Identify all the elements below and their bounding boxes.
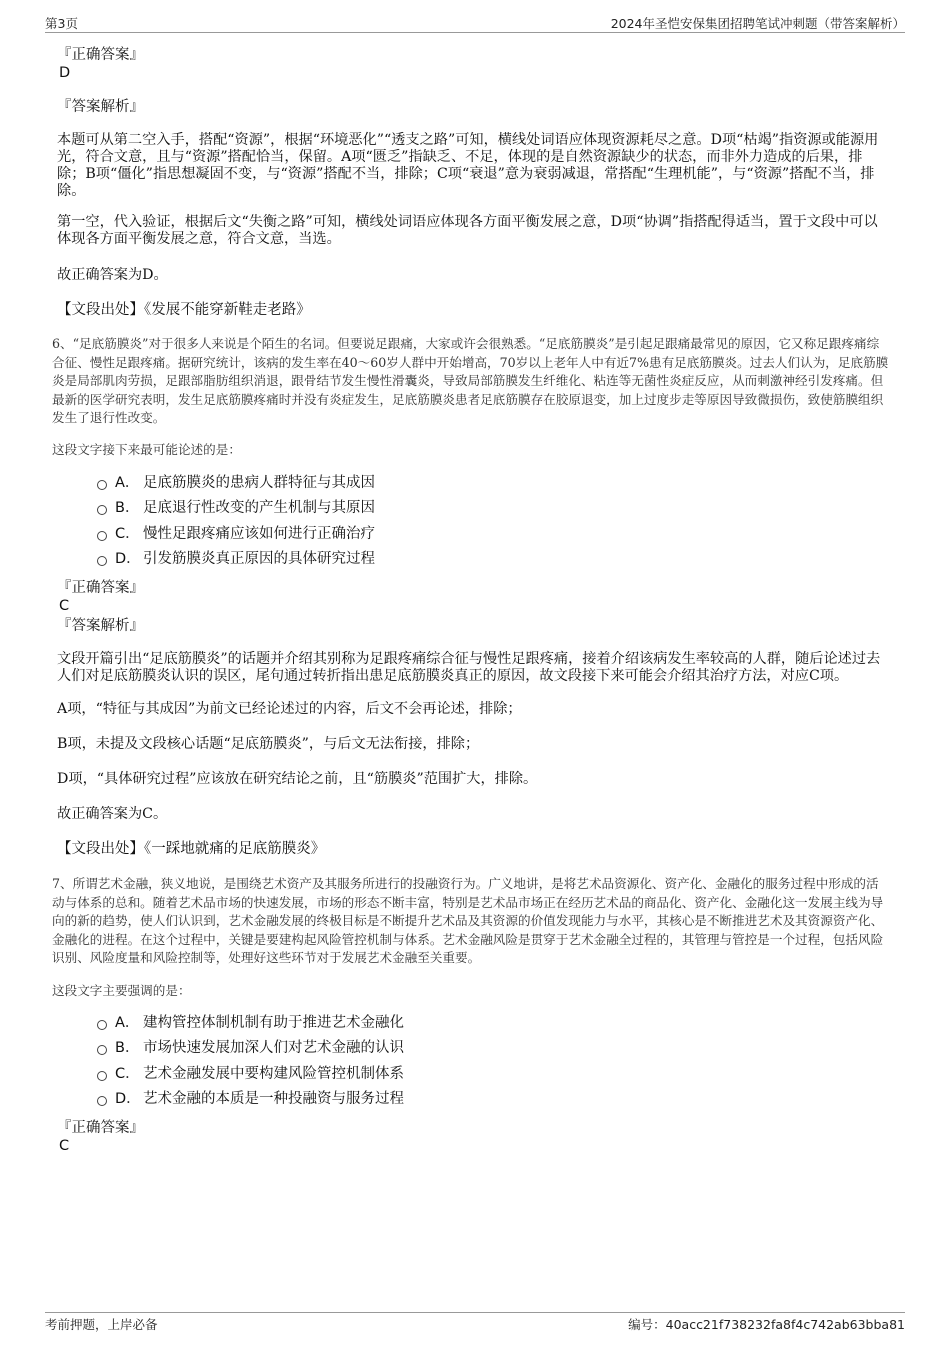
page-header: [45, 14, 905, 33]
page-number: 第3页: [45, 16, 78, 31]
analysis-paragraph: 第一空，代入验证，根据后文“失衡之路”可知，横线处词语应体现各方面平衡发展之意，D项“协调”指搭配得适当，置于文段中可以体现各方面平衡发展之意，符合文意，当选。: [57, 214, 878, 247]
question-6-prompt: 这段文字接下来最可能论述的是：: [52, 441, 241, 457]
correct-answer: D: [59, 65, 71, 81]
analysis-label: 『答案解析』: [57, 617, 144, 634]
analysis-option-a: A项，“特征与其成因”为前文已经论述过的内容，后文不会再论述，排除；: [57, 700, 522, 717]
source-citation: 【文段出处】《一踩地就痛的足底筋膜炎》: [57, 840, 326, 857]
option-a[interactable]: A． 足底筋膜炎的患病人群特征与其成因: [57, 471, 890, 497]
question-6-text: 6、“足底筋膜炎”对于很多人来说是个陌生的名词。但要说足跟痛，大家或许会很熟悉。“足底筋膜炎”是引起足跟痛最常见的原因，它又称足跟疼痛综合征、慢性足跟疼痛。据研究统计，该病的发生率在40～60岁人群中开始增高，70岁以上老年人中有近7%患有足底筋膜炎。过去人们认为，足底筋膜炎是局部肌肉劳损，足跟部脂肪组织消退，跟骨结节发生慢性滑囊炎，导致局部筋膜发生纤维化、粘连等无菌性炎症反应，从而刺激神经引发疼痛。但最新的医学研究表明，发生足底筋膜疼痛时并没有炎症发生，足底筋膜炎患者足底筋膜存在胶原退变，加上过度步走等原因导致微损伤，致使筋膜组织发生了退行性改变。: [52, 336, 889, 426]
question-7-prompt: 这段文字主要强调的是：: [52, 982, 191, 998]
radio-icon[interactable]: [97, 505, 107, 515]
page-content: [52, 46, 890, 1155]
correct-answer: C: [59, 597, 70, 614]
answer-label: 『正确答案』: [57, 47, 144, 63]
document-title: 2024年圣恺安保集团招聘笔试冲刺题（带答案解析）: [610, 16, 905, 31]
page-footer: [45, 1312, 905, 1331]
option-c[interactable]: C． 艺术金融发展中要构建风险管控机制体系: [57, 1062, 890, 1088]
option-a[interactable]: A． 建构管控体制机制有助于推进艺术金融化: [57, 1011, 890, 1037]
option-b[interactable]: B． 足底退行性改变的产生机制与其原因: [57, 496, 890, 522]
document-code: 编号：40acc21f738232fa8f4c742ab63bba81: [628, 1317, 905, 1332]
analysis-paragraph: 本题可从第二空入手，搭配“资源”，根据“环境恶化”“透支之路”可知，横线处词语应体现资源耗尽之意。D项“枯竭”指资源或能源用光，符合文意，且与“资源”搭配恰当，保留。A项“匮乏”指缺乏、不足，体现的是自然资源缺少的状态，而非外力造成的后果，排除；B项“僵化”指思想凝固不变，与“资源”搭配不当，排除；C项“衰退”意为衰弱减退，常搭配“生理机能”，与“资源”搭配不当，排除。: [57, 132, 879, 199]
source-citation: 【文段出处】《发展不能穿新鞋走老路》: [57, 302, 311, 318]
radio-icon[interactable]: [97, 1096, 107, 1106]
answer-label: 『正确答案』: [57, 1119, 144, 1136]
radio-icon[interactable]: [97, 1020, 107, 1030]
conclusion: 故正确答案为C。: [57, 805, 168, 822]
answer-label: 『正确答案』: [57, 579, 144, 596]
correct-answer: C: [59, 1137, 70, 1154]
radio-icon[interactable]: [97, 1045, 107, 1055]
option-d[interactable]: D． 艺术金融的本质是一种投融资与服务过程: [57, 1087, 890, 1113]
question-7-options: [57, 1011, 890, 1113]
radio-icon[interactable]: [97, 480, 107, 490]
radio-icon[interactable]: [97, 556, 107, 566]
analysis-option-d: D项，“具体研究过程”应该放在研究结论之前，且“筋膜炎”范围扩大，排除。: [57, 770, 538, 787]
option-b[interactable]: B． 市场快速发展加深人们对艺术金融的认识: [57, 1036, 890, 1062]
analysis-option-b: B项，未提及文段核心话题“足底筋膜炎”，与后文无法衔接，排除；: [57, 735, 480, 752]
conclusion: 故正确答案为D。: [57, 267, 168, 283]
question-6-options: [57, 471, 890, 573]
option-d[interactable]: D． 引发筋膜炎真正原因的具体研究过程: [57, 547, 890, 573]
footer-slogan: 考前押题，上岸必备: [45, 1317, 158, 1332]
radio-icon[interactable]: [97, 531, 107, 541]
analysis-paragraph: 文段开篇引出“足底筋膜炎”的话题并介绍其别称为足跟疼痛综合征与慢性足跟疼痛，接着介绍该病发生率较高的人群，随后论述过去人们对足底筋膜炎认识的误区，尾句通过转折指出患足底筋膜炎真正的原因，故文段接下来可能会介绍其治疗方法，对应C项。: [57, 650, 881, 684]
option-c[interactable]: C． 慢性足跟疼痛应该如何进行正确治疗: [57, 522, 890, 548]
question-7-text: 7、所谓艺术金融，狭义地说，是围绕艺术资产及其服务所进行的投融资行为。广义地讲，是将艺术品资源化、资产化、金融化的服务过程中形成的活动与体系的总和。随着艺术品市场的快速发展，市场的形态不断丰富，特别是艺术品市场正在经历艺术品的商品化、资产化、金融化这一发展主线为导向的新的趋势，使人们认识到，艺术金融发展的终极目标是不断提升艺术品及其资源的价值发现能力与水平，其核心是不断推进艺术及其资源资产化、金融化的进程。在这个过程中，关键是要建构起风险管控机制与体系。艺术金融风险是贯穿于艺术金融全过程的，其管理与管控是一个过程，包括风险识别、风险度量和风险控制等，处理好这些环节对于发展艺术金融至关重要。: [52, 875, 884, 966]
radio-icon[interactable]: [97, 1071, 107, 1081]
analysis-label: 『答案解析』: [57, 99, 144, 115]
